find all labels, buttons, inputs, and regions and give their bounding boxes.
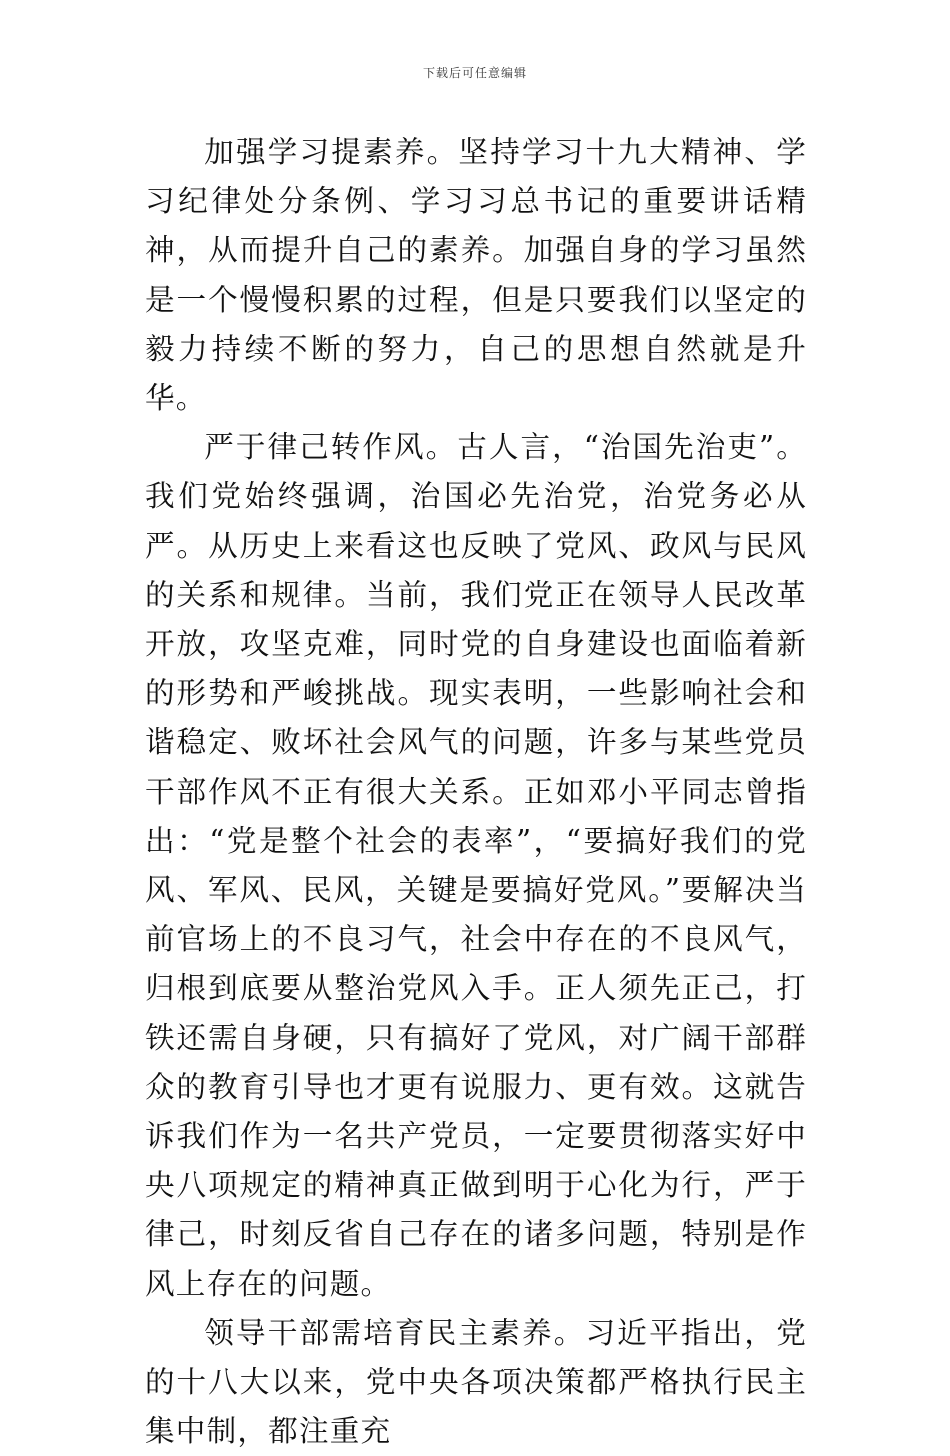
document-body [145, 128, 807, 1456]
paragraph-study: 加强学习提素养。坚持学习十九大精神、学习纪律处分条例、学习习总书记的重要讲话精神，从而提升自己的素养。加强自身的学习虽然是一个慢慢积累的过程，但是只要我们以坚定的毅力持续不断的努力，自己的思想自然就是升华。 [145, 135, 807, 416]
paragraph-discipline: 严于律己转作风。古人言，“治国先治吏”。我们党始终强调，治国必先治党，治党务必从严。从历史上来看这也反映了党风、政风与民风的关系和规律。当前，我们党正在领导人民改革开放，攻坚克难，同时党的自身建设也面临着新的形势和严峻挑战。现实表明，一些影响社会和谐稳定、败坏社会风气的问题，许多与某些党员干部作风不正有很大关系。正如邓小平同志曾指出：“党是整个社会的表率”，“要搞好我们的党风、军风、民风，关键是要搞好党风。”要解决当前官场上的不良习气，社会中存在的不良风气，归根到底要从整治党风入手。正人须先正己，打铁还需自身硬，只有搞好了党风，对广阔干部群众的教育引导也才更有说服力、更有效。这就告诉我们作为一名共产党员，一定要贯彻落实好中央八项规定的精神真正做到明于心化为行，严于律己，时刻反省自己存在的诸多问题，特别是作风上存在的问题。 [145, 430, 807, 1301]
page-header-note: 下载后可任意编辑 [422, 66, 527, 80]
paragraph-democracy: 领导干部需培育民主素养。习近平指出，党的十八大以来，党中央各项决策都严格执行民主集中制，都注重充 [145, 1315, 807, 1449]
